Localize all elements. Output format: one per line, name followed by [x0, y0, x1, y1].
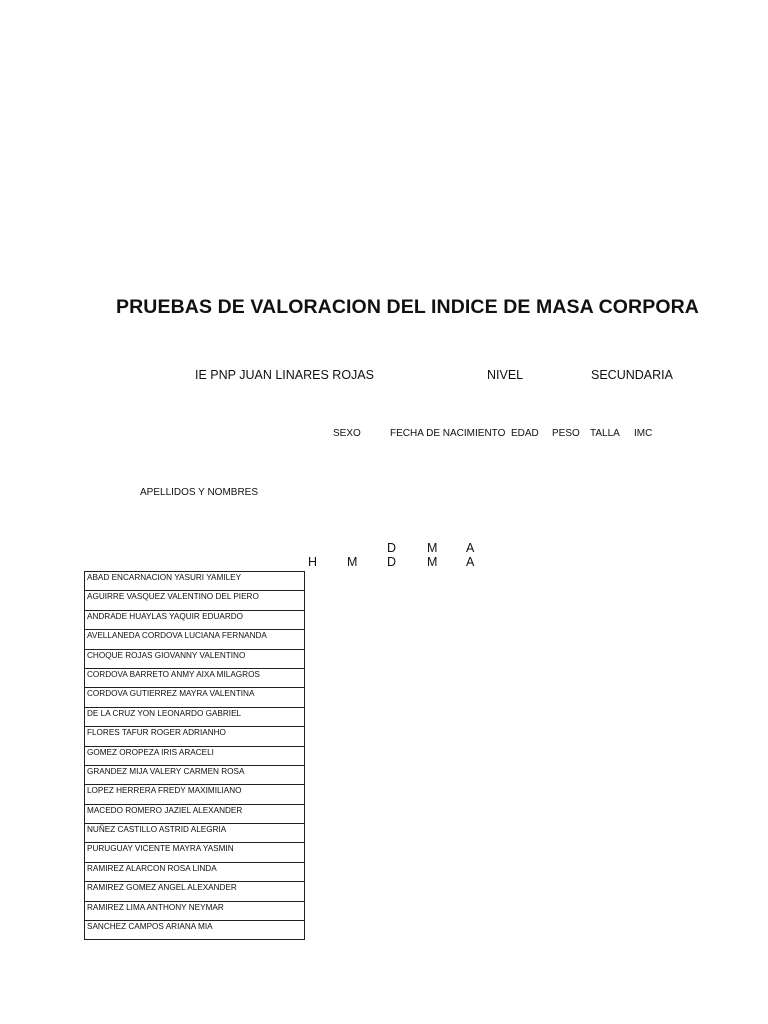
student-name-cell: LOPEZ HERRERA FREDY MAXIMILIANO: [85, 785, 305, 804]
sex-sub-h: H: [308, 555, 318, 569]
students-table: [84, 571, 305, 940]
student-name-cell: AGUIRRE VASQUEZ VALENTINO DEL PIERO: [85, 591, 305, 610]
date-sub-month: M: [427, 555, 438, 569]
nivel-label: NIVEL: [487, 368, 524, 382]
date-sub-day-top: D: [387, 541, 397, 555]
table-row: [85, 688, 305, 707]
student-name-cell: PURUGUAY VICENTE MAYRA YASMIN: [85, 843, 305, 862]
date-sub-year-top: A: [466, 541, 475, 555]
date-sub-month-top: M: [427, 541, 438, 555]
table-row: [85, 668, 305, 687]
table-row: [85, 630, 305, 649]
student-name-cell: ABAD ENCARNACION YASURI YAMILEY: [85, 572, 305, 591]
header-talla: TALLA: [590, 428, 620, 439]
header-sexo: SEXO: [333, 428, 361, 439]
student-name-cell: GOMEZ OROPEZA IRIS ARACELI: [85, 746, 305, 765]
student-name-cell: CHOQUE ROJAS GIOVANNY VALENTINO: [85, 649, 305, 668]
date-sub-day: D: [387, 555, 397, 569]
nivel-value: SECUNDARIA: [591, 368, 673, 382]
student-name-cell: ANDRADE HUAYLAS YAQUIR EDUARDO: [85, 610, 305, 629]
table-row: [85, 727, 305, 746]
table-row: [85, 649, 305, 668]
student-name-cell: NUÑEZ CASTILLO ASTRID ALEGRIA: [85, 824, 305, 843]
student-name-cell: RAMIREZ ALARCON ROSA LINDA: [85, 862, 305, 881]
student-name-cell: AVELLANEDA CORDOVA LUCIANA FERNANDA: [85, 630, 305, 649]
table-row: [85, 882, 305, 901]
header-imc: IMC: [634, 428, 653, 439]
student-name-cell: MACEDO ROMERO JAZIEL ALEXANDER: [85, 804, 305, 823]
student-name-cell: CORDOVA BARRETO ANMY AIXA MILAGROS: [85, 668, 305, 687]
header-peso: PESO: [552, 428, 580, 439]
student-name-cell: DE LA CRUZ YON LEONARDO GABRIEL: [85, 707, 305, 726]
table-row: [85, 843, 305, 862]
table-row: [85, 824, 305, 843]
table-row: [85, 746, 305, 765]
student-name-cell: CORDOVA GUTIERREZ MAYRA VALENTINA: [85, 688, 305, 707]
student-name-cell: FLORES TAFUR ROGER ADRIANHO: [85, 727, 305, 746]
student-name-cell: RAMIREZ GOMEZ ANGEL ALEXANDER: [85, 882, 305, 901]
student-name-cell: RAMIREZ LIMA ANTHONY NEYMAR: [85, 901, 305, 920]
table-row: [85, 785, 305, 804]
school-name: IE PNP JUAN LINARES ROJAS: [195, 368, 374, 382]
table-row: [85, 765, 305, 784]
table-row: [85, 804, 305, 823]
table-row: [85, 591, 305, 610]
table-row: [85, 921, 305, 940]
table-row: [85, 707, 305, 726]
header-edad: EDAD: [511, 428, 539, 439]
sex-sub-m: M: [347, 555, 358, 569]
table-row: [85, 610, 305, 629]
header-apellidos-nombres: APELLIDOS Y NOMBRES: [140, 487, 259, 498]
table-row: [85, 901, 305, 920]
header-fecha-nacimiento: FECHA DE NACIMIENTO: [390, 428, 506, 439]
page-title: PRUEBAS DE VALORACION DEL INDICE DE MASA CORPORA: [116, 296, 699, 318]
table-row: [85, 862, 305, 881]
student-name-cell: SANCHEZ CAMPOS ARIANA MIA: [85, 921, 305, 940]
table-row: [85, 572, 305, 591]
date-sub-year: A: [466, 555, 475, 569]
student-name-cell: GRANDEZ MIJA VALERY CARMEN ROSA: [85, 765, 305, 784]
